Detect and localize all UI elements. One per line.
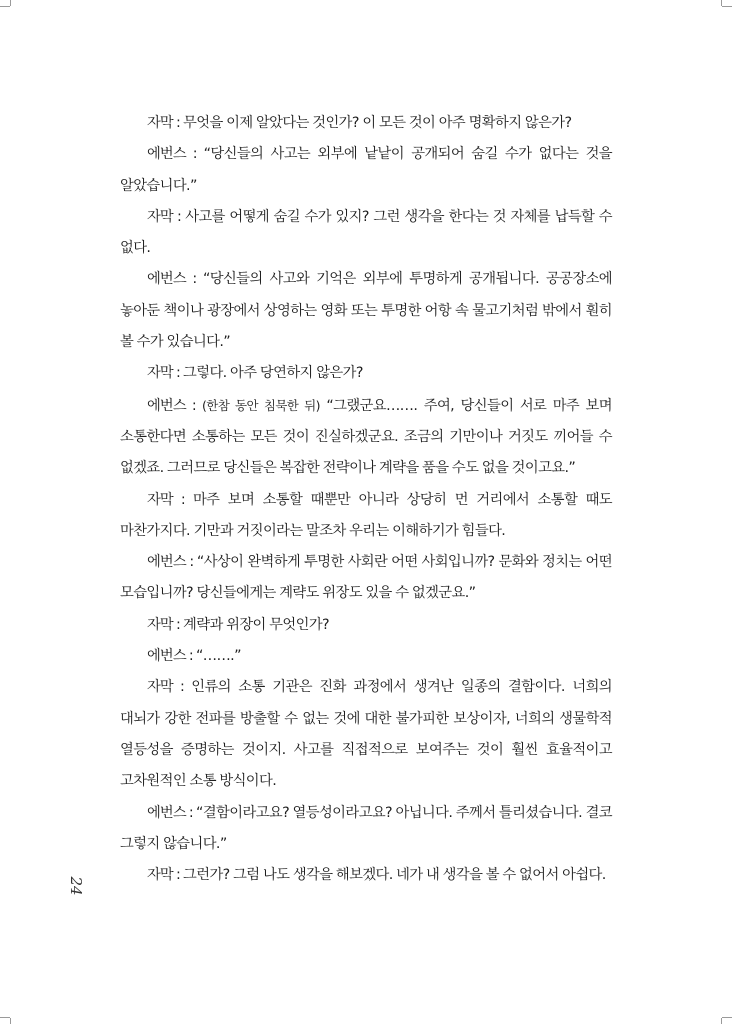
crop-mark-top-right [722,6,732,7]
dialogue-text: 사고를 어떻게 숨길 수가 있지? 그런 생각을 한다는 것 자체를 납득할 수 없다. [120,208,613,257]
dialogue-paragraph [120,264,612,358]
crop-mark-top-right [721,0,722,6]
dialogue-paragraph [120,358,612,389]
stage-direction: (한참 동안 침묵한 뒤) [201,397,320,413]
dialogue-paragraph [120,485,612,548]
dialogue-paragraph [120,139,612,202]
dialogue-paragraph [120,798,612,861]
dialogue-paragraph [120,672,612,797]
dialogue-text: “그랬군요……. 주여, 당신들이 서로 마주 보며 소통한다면 소통하는 모든 것이 진실하겠군요. 조금의 기만이나 거짓도 끼어들 수 없겠죠. 그러므로 당신들은 복잡한 전략이나 계략을 품을 수도 없을 것이고요.” [120,397,612,477]
dialogue-text: “당신들의 사고와 기억은 외부에 투명하게 공개됩니다. 공공장소에 놓아둔 책이나 광장에서 상영하는 영화 또는 투명한 어항 속 물고기처럼 밖에서 훤히 볼 수가 있습니다.” [120,271,612,351]
speaker-label: 자막 : [147,867,184,884]
crop-mark-bottom-left [0,1017,10,1018]
dialogue-text: 그렇다. 아주 당연하지 않은가? [183,365,363,382]
speaker-label: 자막 : [147,679,192,696]
dialogue-text: 그런가? 그럼 나도 생각을 해보겠다. 네가 내 생각을 볼 수 없어서 아쉽다. [183,867,606,884]
dialogue-paragraph [120,547,612,610]
page-number: 24 [67,876,85,896]
dialogue-paragraph [120,108,612,139]
crop-mark-top-left [10,0,11,6]
dialogue-text: “결함이라고요? 열등성이라고요? 아닙니다. 주께서 틀리셨습니다. 결코 그렇지 않습니다.” [120,804,612,852]
body-text [120,108,612,891]
dialogue-paragraph [120,610,612,641]
dialogue-paragraph [120,641,612,672]
speaker-label: 자막 : [147,491,193,508]
speaker-label: 자막 : [147,115,184,131]
crop-mark-bottom-right [721,1018,722,1024]
dialogue-paragraph [120,390,612,485]
dialogue-text: 무엇을 이제 알았다는 것인가? 이 모든 것이 아주 명확하지 않은가? [183,115,572,131]
crop-mark-bottom-left [10,1018,11,1024]
dialogue-text: “사상이 완벽하게 투명한 사회란 어떤 사회입니까? 문화와 정치는 어떤 모습입니까? 당신들에게는 계략도 위장도 있을 수 없겠군요.” [120,554,612,602]
speaker-label: 자막 : [147,365,184,382]
dialogue-text: 계략과 위장이 무엇인가? [183,616,330,633]
speaker-label: 에번스 : [147,397,202,414]
dialogue-text: “당신들의 사고는 외부에 낱낱이 공개되어 숨길 수가 없다는 것을 알았습니다.” [120,146,612,194]
speaker-label: 자막 : [147,616,184,633]
speaker-label: 에번스 : [147,271,203,288]
crop-mark-top-left [0,6,10,7]
crop-mark-bottom-right [722,1017,732,1018]
dialogue-text: 인류의 소통 기관은 진화 과정에서 생겨난 일종의 결함이다. 너희의 대뇌가 강한 전파를 방출할 수 없는 것에 대한 불가피한 보상이자, 너희의 생물학적 열등성을 증명하는 것이지. 사고를 직접적으로 보여주는 것이 훨씬 효율적이고 고차원적인 소통 방식이다. [120,679,612,790]
speaker-label: 에번스 : [147,554,197,571]
speaker-label: 자막 : [147,208,186,225]
dialogue-paragraph [120,860,612,891]
dialogue-text: “…….” [195,648,241,665]
dialogue-text: 마주 보며 소통할 때뿐만 아니라 상당히 먼 거리에서 소통할 때도 마찬가지다. 기만과 거짓이라는 말조차 우리는 이해하기가 힘들다. [120,491,612,539]
speaker-label: 에번스 : [147,804,197,821]
speaker-label: 에번스 : [147,146,204,163]
dialogue-paragraph [120,202,612,265]
speaker-label: 에번스 : [147,648,196,665]
